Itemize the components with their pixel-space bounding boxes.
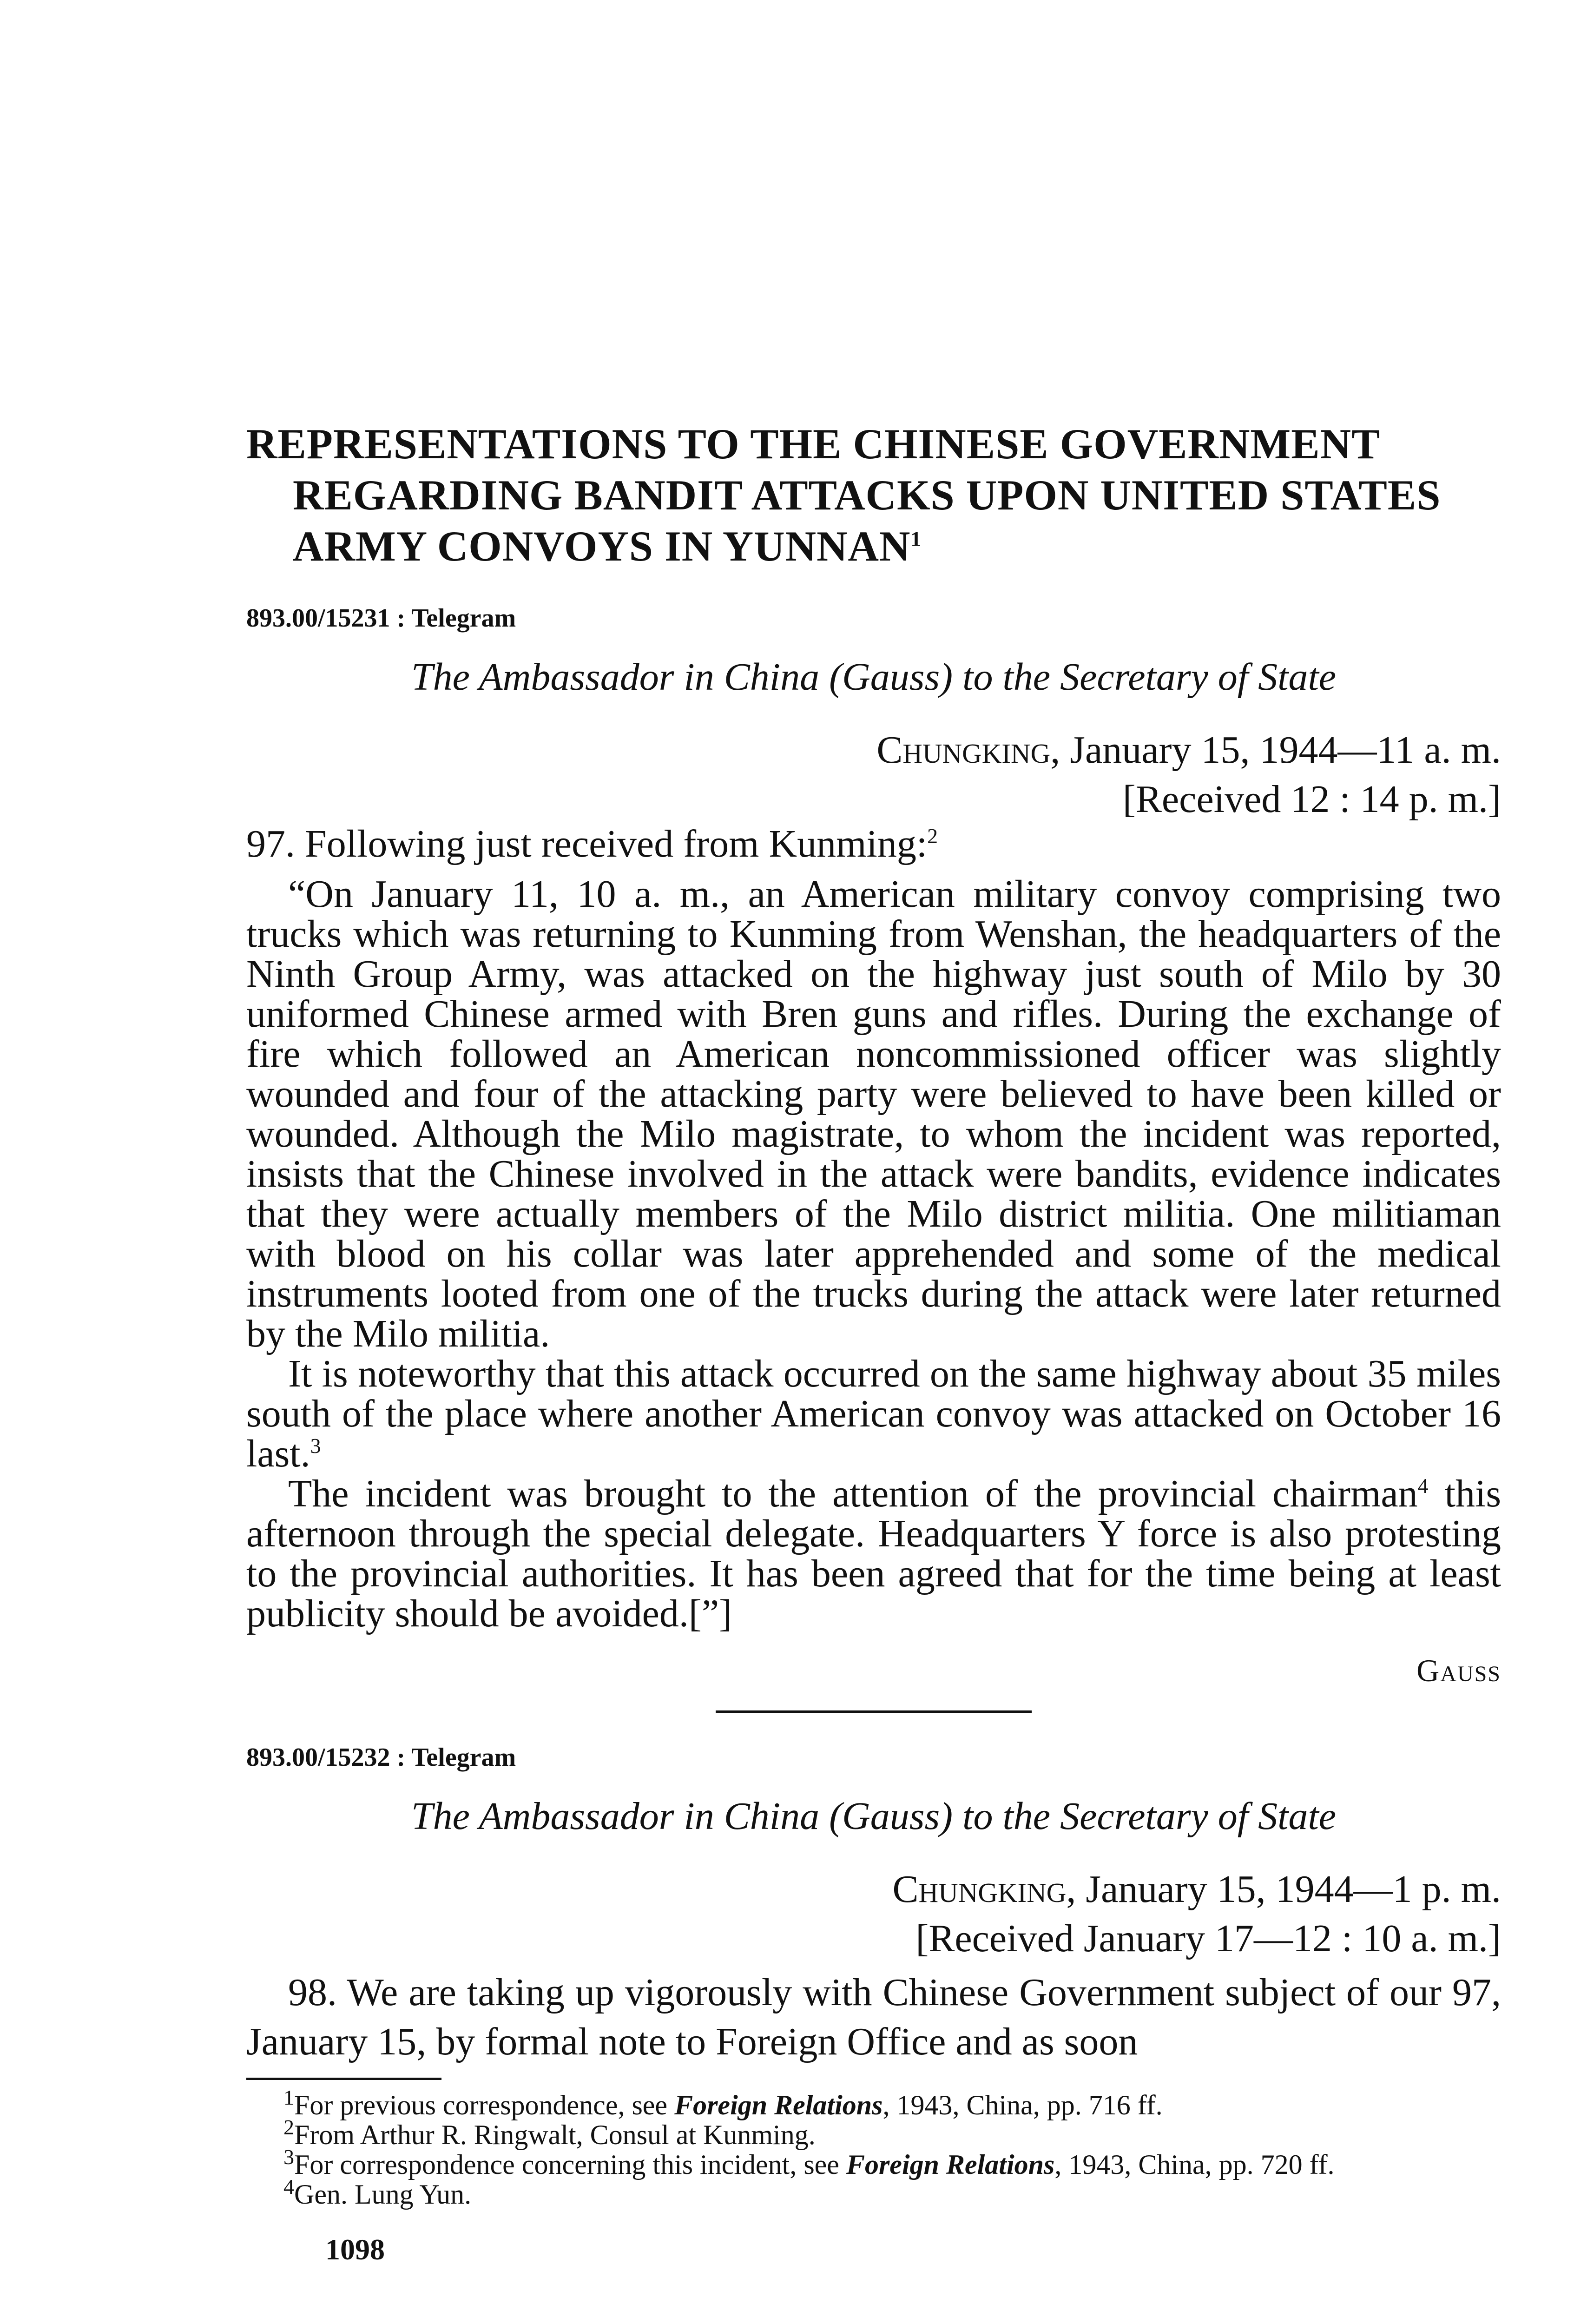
dateline: Chungking, January 15, 1944—1 p. m. xyxy=(892,1868,1501,1911)
footnote-ref[interactable]: 3 xyxy=(310,1434,321,1458)
footnote-ref[interactable]: 1 xyxy=(910,527,922,551)
footnote: $^2$From Arthur R. Ringwalt, Consul at Kunming. xyxy=(283,2115,816,2150)
footnote-ref[interactable]: 4 xyxy=(1417,1474,1429,1498)
footnote: $^1$For previous correspondence, see Foreign Relations, 1943, China, pp. 716 ff. xyxy=(283,2086,1163,2120)
body-paragraph: The incident was brought to the attention of the provincial chairman$^4$ this afternoon through the special delegate. Headquarters Y force is also protesting to the provincial authorities. It has been agreed that for the time being at least publicity should be avoided.[”] xyxy=(246,1472,1502,1635)
body-paragraph: It is noteworthy that this attack occurred on the same highway about 35 miles south of the place where another American convoy was attacked on October 16 last.$^3$ xyxy=(246,1352,1501,1475)
footnote: $^4$Gen. Lung Yun. xyxy=(283,2175,472,2210)
page-number: 1098 xyxy=(325,2233,385,2266)
footnote-divider xyxy=(246,2078,441,2080)
telegram-number-line: 97. Following just received from Kunming:$^2$ xyxy=(246,822,938,865)
telegram-heading: The Ambassador in China (Gauss) to the Secretary of State xyxy=(411,1795,1337,1838)
dateline: Chungking, January 15, 1944—11 a. m. xyxy=(876,728,1501,772)
signature: Gauss xyxy=(1416,1653,1501,1688)
file-reference: 893.00/15231 : Telegram xyxy=(246,604,516,633)
chapter-title: REPRESENTATIONS TO THE CHINESE GOVERNMENT REGARDING BANDIT ATTACKS UPON UNITED STATES ARMY CONVOYS IN YUNNAN$^1$ xyxy=(246,420,1441,570)
received-note: [Received 12 : 14 p. m.] xyxy=(1122,778,1501,821)
body-paragraph: 98. We are taking up vigorously with Chinese Government subject of our 97, January 15, by formal note to Foreign Office and as soon xyxy=(246,1971,1501,2063)
file-reference: 893.00/15232 : Telegram xyxy=(246,1743,516,1772)
footnote-ref[interactable]: 2 xyxy=(927,824,938,848)
footnote: $^3$For correspondence concerning this incident, see Foreign Relations, 1943, China, pp. 720 ff. xyxy=(283,2145,1335,2180)
document-page xyxy=(246,418,1501,2267)
footnotes xyxy=(246,2086,1501,2210)
received-note: [Received January 17—12 : 10 a. m.] xyxy=(915,1917,1501,1960)
telegram-heading: The Ambassador in China (Gauss) to the Secretary of State xyxy=(411,655,1337,699)
body-paragraph: “On January 11, 10 a. m., an American military convoy comprising two trucks which was returning to Kunming from Wenshan, the headquarters of the Ninth Group Army, was attacked on the highway just south of Milo by 30 uniformed Chinese armed with Bren guns and rifles. During the exchange of fire which followed an American noncommissioned officer was slightly wounded and four of the attacking party were believed to have been killed or wounded. Although the Milo magistrate, to whom the incident was reported, insists that the Chinese involved in the attack were bandits, evidence indicates that they were actually members of the Milo district militia. One militiaman with blood on his collar was later apprehended and some of the medical instruments looted from one of the trucks during the attack were later returned by the Milo militia. xyxy=(246,872,1501,1355)
section-divider xyxy=(716,1710,1032,1713)
